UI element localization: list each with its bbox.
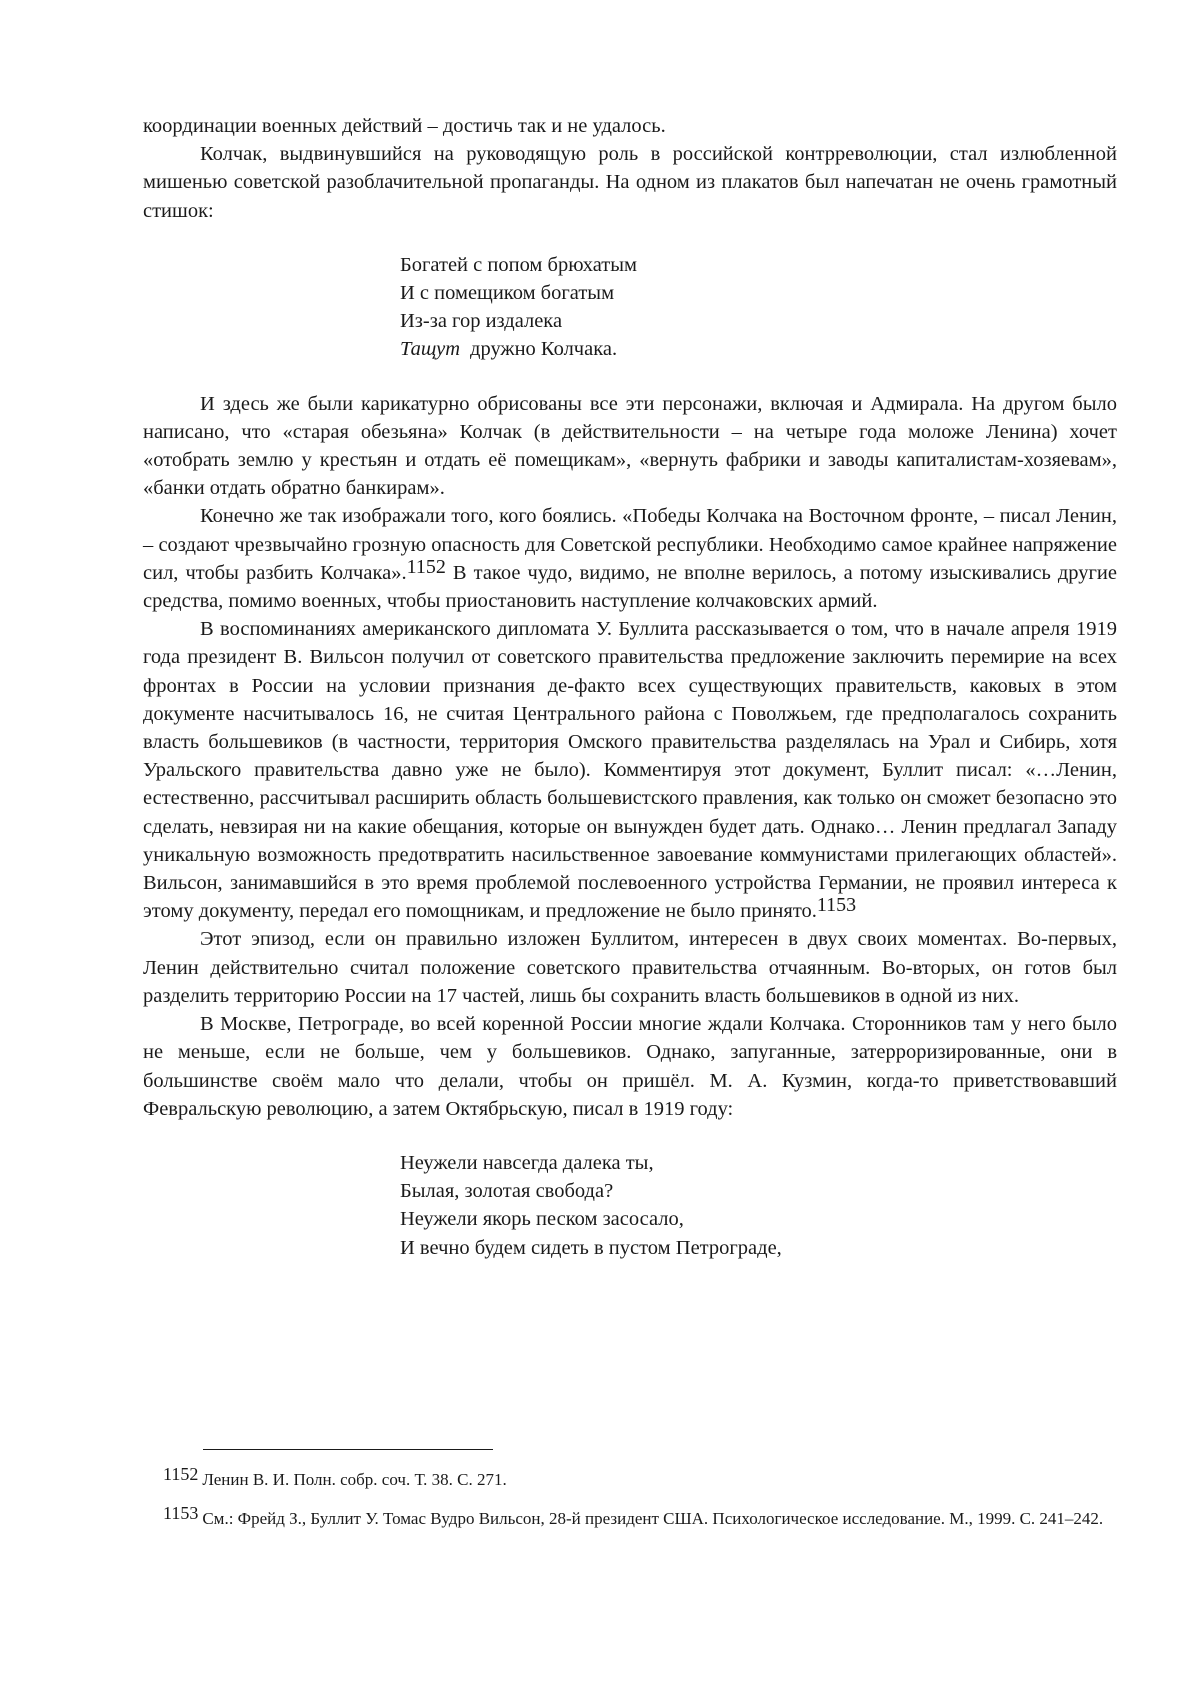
footnotes (143, 1464, 1117, 1546)
paragraph-text: В воспоминаниях американского дипломата У. Буллита рассказывается о том, что в начале апреля 1919 года президент В. Вильсон получил от советского правительства предложение заключить перемирие на всех фронтах в России на условии признания де-факто всех существующих правительств, каковых в этом документе насчитывалось 16, не считая Центрального района с Поволжьем, где предполагалось сохранить власть большевиков (в частности, территория Омского правительства разделялась на Урал и Сибирь, хотя Уральского правительства давно уже не было). Комментируя этот документ, Буллит писал: «…Ленин, естественно, рассчитывал расширить область большевистского правления, как только он сможет безопасно это сделать, невзирая ни на какие обещания, которые он вынужден будет дать. Однако… Ленин предлагал Западу уникальную возможность предотвратить насильственное завоевание коммунистами прилегающих областей». Вильсон, занимавшийся в это время проблемой послевоенного устройства Германии, не проявил интереса к этому документу, передал его помощникам, и предложение не было принято. (143, 618, 1117, 923)
poem-line-rest: дружно Колчака. (470, 338, 618, 361)
paragraph: координации военных действий – достичь так и не удалось. (143, 115, 666, 137)
poem-line: Неужели навсегда далека ты, (400, 1151, 654, 1174)
main-text (143, 112, 1117, 1288)
poem-line: И вечно будем сидеть в пустом Петрограде, (400, 1236, 782, 1259)
footnote (143, 1503, 1117, 1531)
poem-line: Богатей с попом брюхатым (400, 253, 637, 276)
poem-line: И с помещиком богатым (400, 282, 615, 305)
poem-verse-1 (400, 251, 1117, 364)
paragraph-text: Конечно же так изображали того, кого боялись. «Победы Колчака на Восточном фронте, – писал Ленин, – создают чрезвычайно грозную опасность для Советской республики. Необходимо самое крайнее напряжение сил, чтобы разбить Колчака». (143, 505, 1117, 584)
paragraph (143, 502, 1117, 615)
italic-word: Тащут (400, 338, 461, 361)
footnote-number: 1153 (163, 1503, 199, 1523)
paragraph: В Москве, Петрограде, во всей коренной России многие ждали Колчака. Сторонников там у него было не меньше, если не больше, чем у большевиков. Однако, запуганные, затерроризированные, они в большинстве своём мало что делали, чтобы он пришёл. М. А. Кузмин, когда-то приветствовавший Февральскую революцию, а затем Октябрьскую, писал в 1919 году: (143, 1013, 1117, 1120)
footnote (143, 1464, 1117, 1492)
poem-line: Из-за гор издалека (400, 310, 563, 333)
paragraph: Этот эпизод, если он правильно изложен Буллитом, интересен в двух своих моментах. Во-первых, Ленин действительно считал положение советского правительства отчаянным. Во-вторых, он готов был разделить территорию России на 17 частей, лишь бы сохранить власть большевиков в одной из них. (143, 928, 1117, 1007)
paragraph: Колчак, выдвинувшийся на руководящую роль в российской контрреволюции, стал излюбленной мишенью советской разоблачительной пропаганды. На одном из плакатов был напечатан не очень грамотный стишок: (143, 143, 1117, 222)
paragraph: И здесь же были карикатурно обрисованы все эти персонажи, включая и Адмирала. На другом было написано, что «старая обезьяна» Колчак (в действительности – на четыре года моложе Ленина) хочет «отобрать землю у крестьян и отдать её помещикам», «вернуть фабрики и заводы капиталистам-хозяевам», «банки отдать обратно банкирам». (143, 392, 1117, 500)
poem-line (400, 335, 1117, 363)
paragraph (143, 615, 1117, 925)
paragraph-text: В такое чудо, видимо, не вполне верилось, а потому изыскивались другие средства, помимо военных, чтобы приостановить наступление колчаковских армий. (143, 561, 1117, 613)
footnote-text: См.: Фрейд З., Буллит У. Томас Вудро Вильсон, 28-й президент США. Психологическое исследование. М., 1999. С. 241–242. (202, 1509, 1104, 1528)
footnote-reference[interactable]: 1152 (406, 555, 446, 578)
footnote-separator (203, 1449, 493, 1450)
poem-verse-2 (400, 1149, 1117, 1262)
footnote-reference[interactable]: 1153 (816, 894, 857, 917)
footnote-text: Ленин В. И. Полн. собр. соч. Т. 38. С. 271. (202, 1470, 507, 1489)
poem-line: Былая, золотая свобода? (400, 1180, 614, 1203)
poem-line: Неужели якорь песком засосало, (400, 1208, 684, 1231)
footnote-number: 1152 (163, 1464, 199, 1484)
